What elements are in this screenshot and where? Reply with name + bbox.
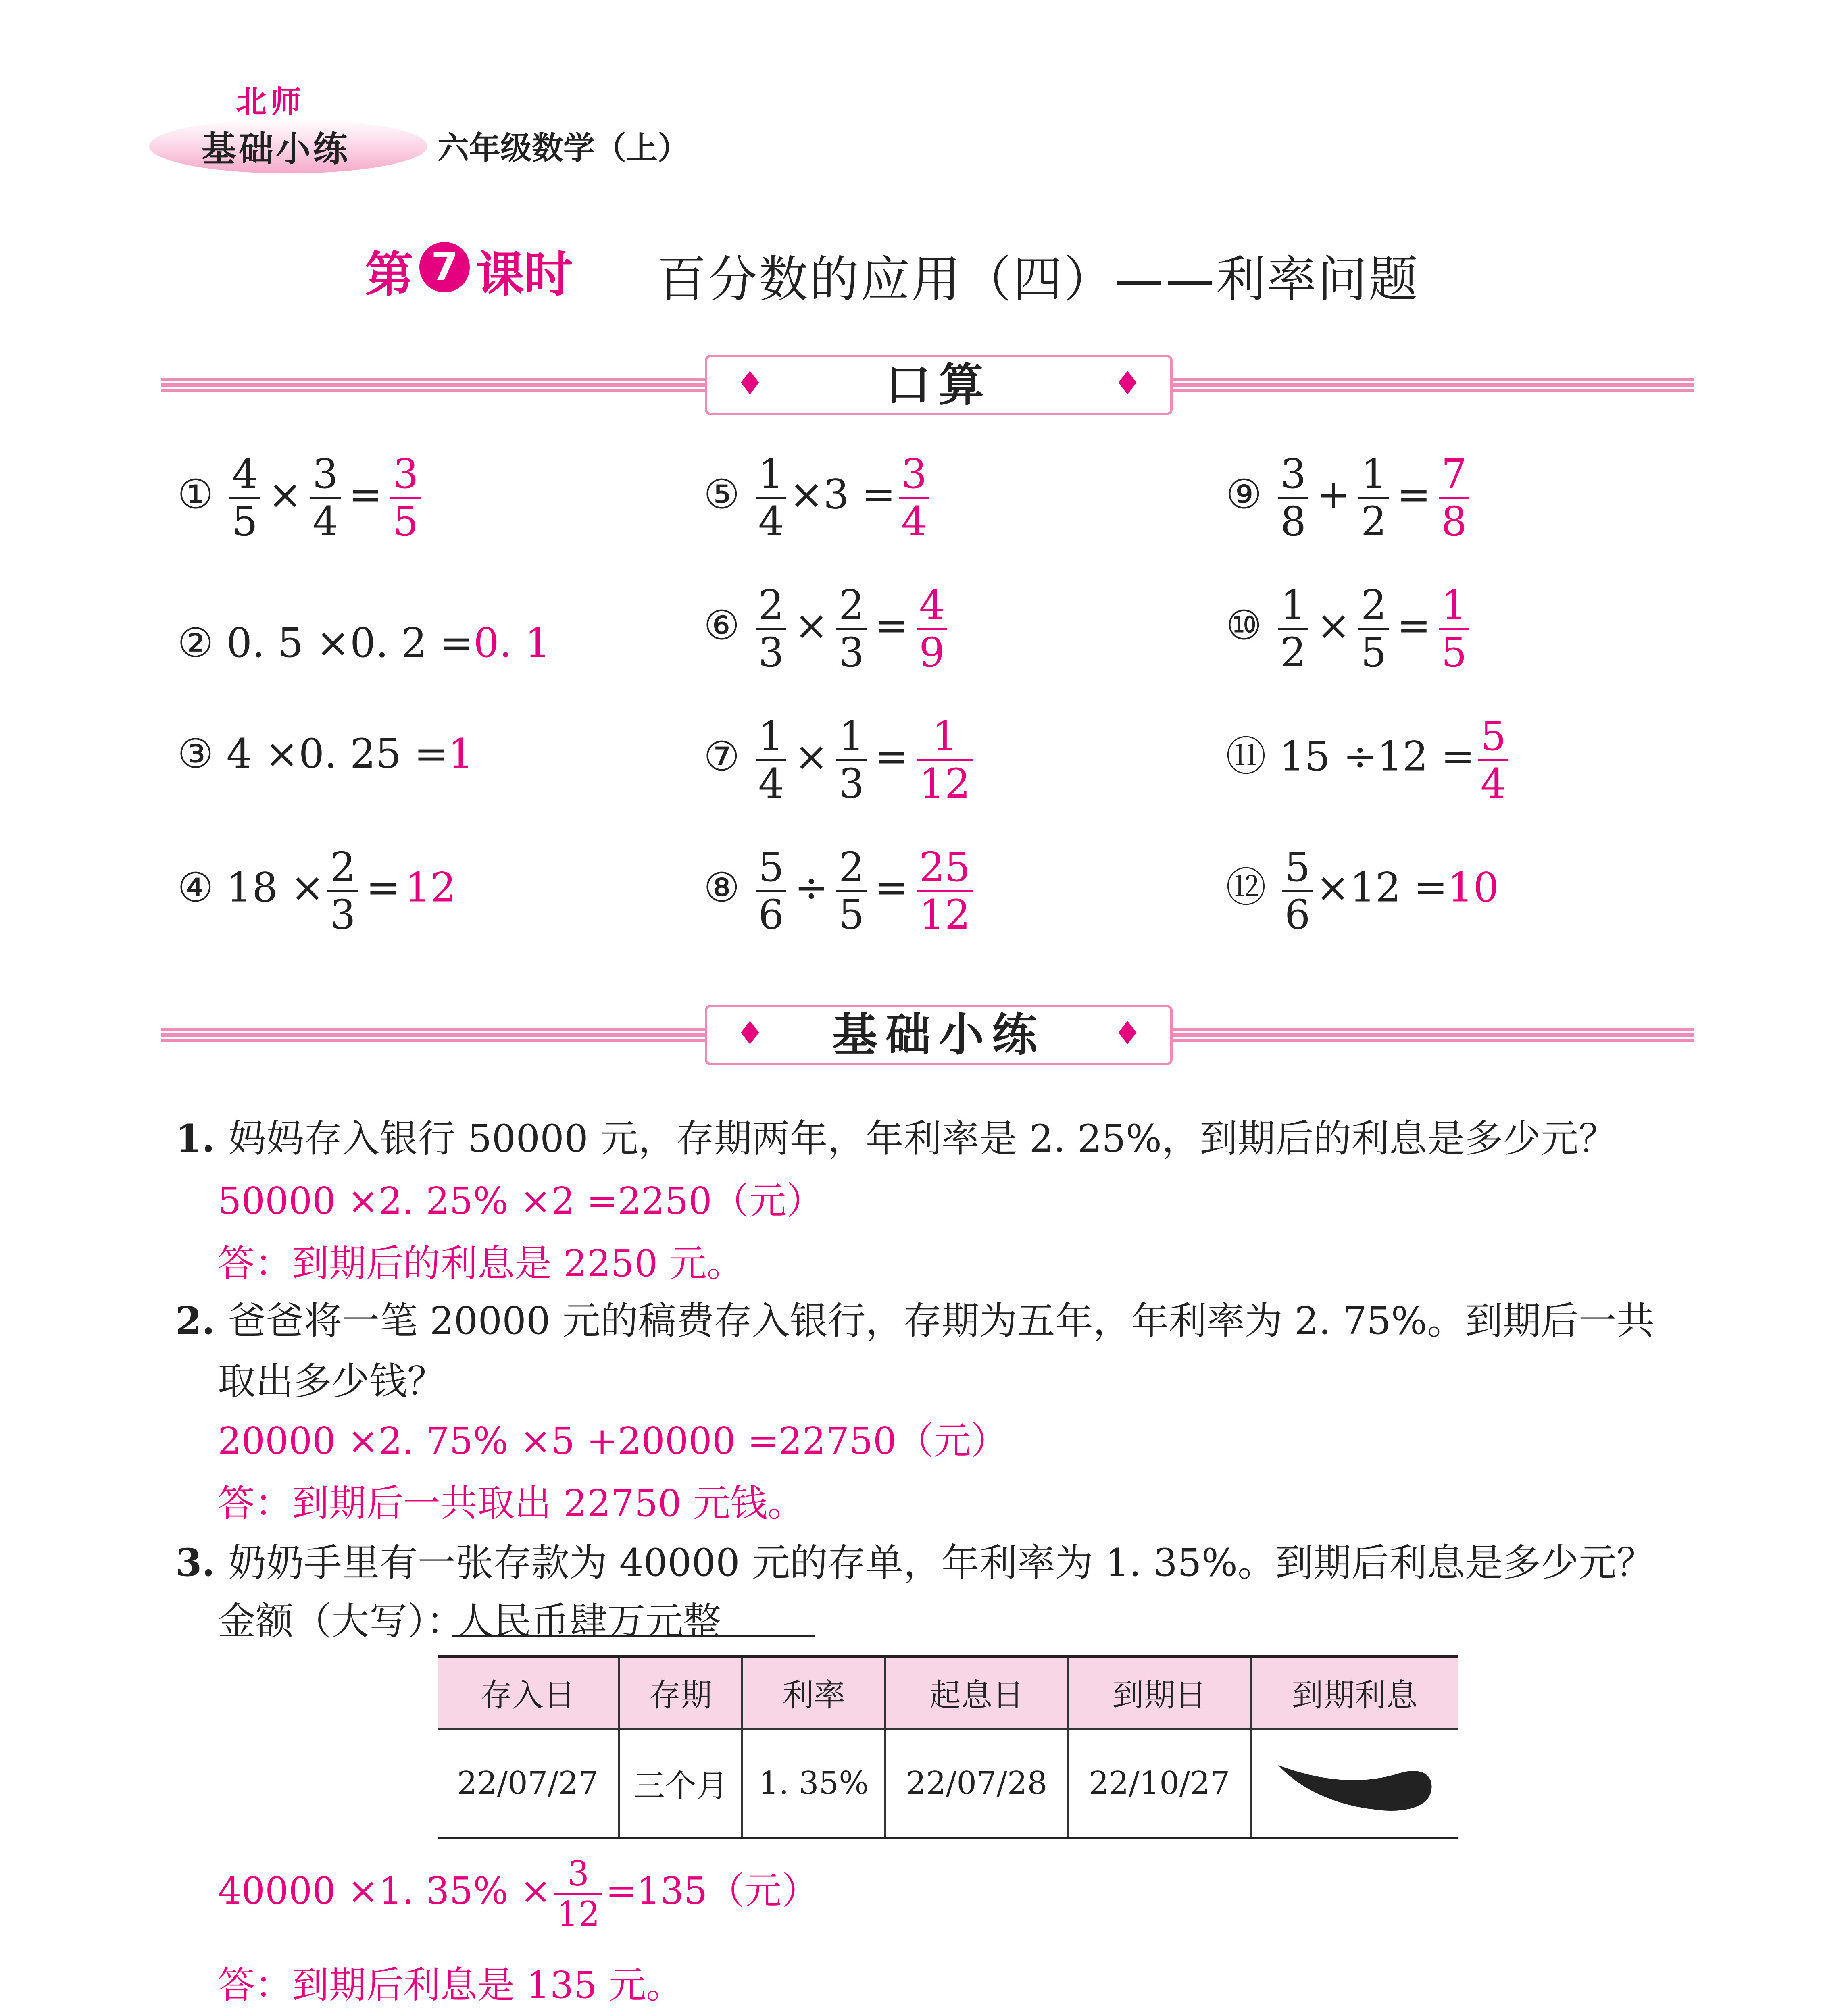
table-cell: 22/10/27 (1068, 1729, 1251, 1839)
fraction: $\frac{1}{2}$ (1278, 583, 1308, 675)
problem-number: 1 (175, 1116, 202, 1161)
problem-text: 妈妈存入银行 50000 元，存期两年，年利率是 2. 25%，到期后的利息是多少元？ (228, 1117, 1617, 1161)
diamond-icon: ♦ (735, 364, 765, 402)
expression: 18 × (226, 864, 325, 911)
table-cell: 22/07/28 (885, 1729, 1068, 1839)
item-number: ⑩ (1226, 602, 1262, 649)
answer-fraction: $\frac{3}{4}$ (899, 452, 929, 544)
table-header: 到期利息 (1251, 1656, 1458, 1729)
expression: 0. 5 ×0. 2 = (226, 619, 474, 666)
fraction: $\frac{1}{3}$ (836, 714, 867, 806)
problem-text: 爸爸将一笔 20000 元的稿费存入银行，存期为五年，年利率为 2. 75%。到期后一共 (228, 1299, 1655, 1343)
diamond-icon: ♦ (1113, 1014, 1142, 1052)
item-number: ⑤ (704, 471, 740, 518)
table-header: 起息日 (885, 1656, 1068, 1729)
item-number: ⑥ (704, 602, 740, 649)
diamond-icon: ♦ (1113, 364, 1142, 402)
problem-3: 3. 奶奶手里有一张存款为 40000 元的存单，年利率为 1. 35%。到期后利息是多少元？ (175, 1541, 1655, 1585)
answer-2: 答：到期后一共取出 22750 元钱。 (218, 1482, 805, 1525)
oral-item-4: ④ 18 × $\frac{2}{3}$ = 12 (177, 843, 456, 938)
oral-item-1: ① $\frac{4}{5}$ × $\frac{3}{4}$ = $\frac{3}{5}$ (177, 452, 424, 544)
expression: 4 ×0. 25 = (226, 730, 448, 777)
problem-text: 奶奶手里有一张存款为 40000 元的存单，年利率为 1. 35%。到期后利息是多少元？ (228, 1541, 1655, 1585)
answer-fraction: $\frac{1}{5}$ (1439, 583, 1469, 675)
lesson-prefix: 第 (365, 247, 413, 303)
fraction: $\frac{2}{5}$ (836, 845, 867, 937)
item-number: ② (177, 619, 214, 666)
diamond-icon: ♦ (735, 1014, 765, 1052)
answer: 10 (1448, 864, 1499, 911)
item-number: ⑧ (704, 864, 740, 911)
fraction: $\frac{2}{5}$ (1358, 583, 1389, 675)
answer-1: 答：到期后的利息是 2250 元。 (218, 1242, 744, 1285)
grade-label: 六年级数学（上） (438, 130, 690, 167)
amount-label: 金额（大写）： (218, 1599, 465, 1643)
fraction: $\frac{1}{4}$ (756, 714, 786, 806)
answer-fraction: $\frac{4}{9}$ (917, 583, 947, 675)
problem-2: 2. 爸爸将一笔 20000 元的稿费存入银行，存期为五年，年利率为 2. 75%。到期后一共 (175, 1299, 1655, 1343)
oral-item-11 (1226, 714, 1512, 806)
solution-part: 40000 ×1. 35% × (218, 1869, 551, 1912)
problem-2-continued: 取出多少钱？ (218, 1360, 446, 1404)
section-title: 口算 (885, 359, 992, 411)
item-number: ⑨ (1226, 471, 1262, 518)
table-header-row (438, 1656, 1458, 1729)
lesson-suffix: 课时 (476, 247, 573, 303)
solution-3 (218, 1855, 819, 1933)
item-number: ⑦ (704, 733, 740, 780)
fraction: $\frac{1}{4}$ (756, 452, 786, 544)
answer: 12 (404, 864, 456, 911)
fraction: $\frac{2}{3}$ (756, 583, 786, 675)
item-number: ⑪ (1226, 733, 1266, 780)
answer-fraction: $\frac{25}{12}$ (917, 845, 973, 937)
deposit-slip-table (438, 1655, 1458, 1839)
solution-part: =135（元） (605, 1869, 819, 1912)
table-row (438, 1729, 1458, 1839)
brand-series: 基础小练 (202, 129, 350, 169)
fraction: $\frac{4}{5}$ (229, 452, 260, 544)
oral-item-3 (177, 730, 474, 777)
oral-item-8: ⑧ $\frac{5}{6}$ ÷ $\frac{2}{5}$ = $\frac{25}{12}$ (704, 845, 976, 937)
fraction: $\frac{1}{2}$ (1358, 452, 1389, 544)
oral-item-10: ⑩ $\frac{1}{2}$ × $\frac{2}{5}$ = $\frac{1}{5}$ (1226, 583, 1473, 675)
answer-3: 答：到期后利息是 135 元。 (218, 1964, 683, 2007)
table-header: 到期日 (1068, 1656, 1251, 1729)
oral-item-12 (1226, 845, 1499, 937)
answer-fraction: $\frac{5}{4}$ (1478, 714, 1508, 806)
table-header: 存期 (619, 1656, 742, 1729)
answer: 1 (448, 730, 474, 777)
lesson-number-badge: 7 (419, 242, 470, 292)
oral-item-5 (704, 452, 933, 544)
table-header: 利率 (742, 1656, 885, 1729)
table-header: 存入日 (438, 1656, 619, 1729)
brand-publisher: 北师 (236, 84, 305, 120)
expression: ×3 = (790, 471, 896, 518)
table-cell: 22/07/27 (438, 1729, 619, 1839)
section-banner-practice (705, 1005, 1173, 1065)
expression: 15 ÷12 = (1279, 733, 1475, 780)
answer-fraction: $\frac{3}{5}$ (390, 452, 421, 544)
item-number: ④ (177, 864, 214, 911)
table-cell: 三个月 (619, 1729, 742, 1839)
item-number: ① (177, 471, 214, 518)
solution-1: 50000 ×2. 25% ×2 =2250（元） (218, 1179, 823, 1223)
fraction: $\frac{3}{4}$ (310, 452, 341, 544)
problem-number: 3 (175, 1541, 202, 1585)
amount-underline (452, 1635, 815, 1637)
item-number: ⑫ (1226, 864, 1266, 911)
fraction: $\frac{5}{6}$ (1282, 845, 1313, 937)
fraction: $\frac{2}{3}$ (327, 845, 358, 937)
fraction: $\frac{3}{12}$ (554, 1855, 602, 1933)
oral-item-2 (177, 619, 551, 666)
expression: ×12 = (1316, 864, 1448, 911)
fraction: $\frac{5}{6}$ (756, 845, 786, 937)
redacted-interest-cell (1251, 1729, 1458, 1839)
solution-2: 20000 ×2. 75% ×5 +20000 =22750（元） (218, 1419, 1008, 1462)
section-banner-oral (705, 355, 1173, 415)
problem-1: 1. 妈妈存入银行 50000 元，存期两年，年利率是 2. 25%，到期后的利息是多少元？ (175, 1116, 1617, 1161)
answer-fraction: $\frac{1}{12}$ (917, 714, 973, 806)
oral-item-7: ⑦ $\frac{1}{4}$ × $\frac{1}{3}$ = $\frac{1}{12}$ (704, 714, 976, 806)
section-title: 基础小练 (832, 1009, 1045, 1061)
amount-value: 人民币肆万元整 (456, 1599, 721, 1643)
item-number: ③ (177, 730, 214, 777)
table-cell: 1. 35% (742, 1729, 885, 1839)
lesson-title: 百分数的应用（四）——利率问题 (657, 251, 1419, 308)
oral-item-6: ⑥ $\frac{2}{3}$ × $\frac{2}{3}$ = $\frac{4}{9}$ (704, 583, 950, 675)
answer: 0. 1 (473, 619, 551, 666)
problem-number: 2 (175, 1299, 202, 1343)
fraction: $\frac{2}{3}$ (836, 583, 867, 675)
oral-item-9: ⑨ $\frac{3}{8}$ + $\frac{1}{2}$ = $\frac{7}{8}$ (1226, 452, 1473, 544)
answer-fraction: $\frac{7}{8}$ (1439, 452, 1469, 544)
ink-blot-redaction (1274, 1749, 1436, 1818)
fraction: $\frac{3}{8}$ (1278, 452, 1308, 544)
